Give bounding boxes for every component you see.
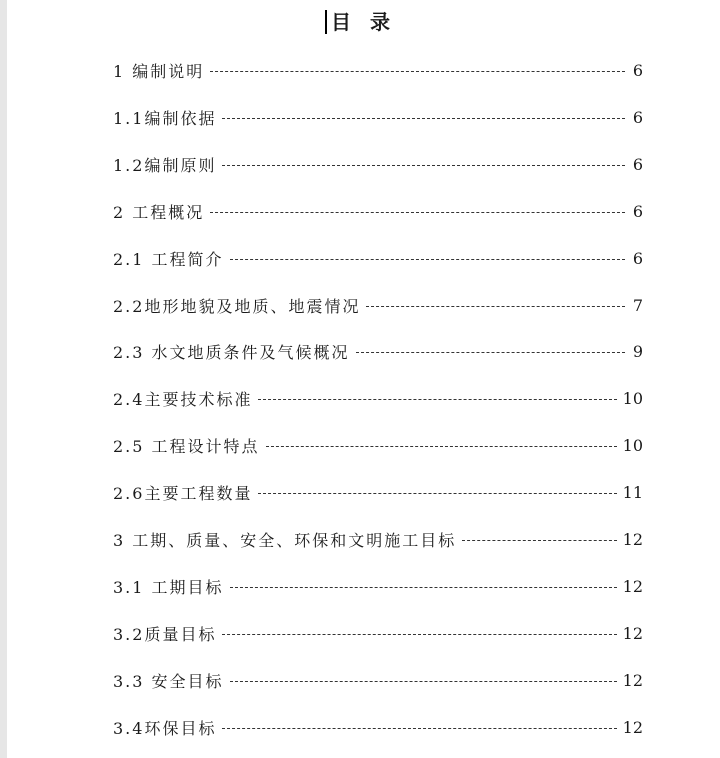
toc-entry-label: 2.1 工程简介 bbox=[113, 249, 224, 269]
page-margin-left bbox=[0, 0, 7, 758]
toc-entry-label: 3 工期、质量、安全、环保和文明施工目标 bbox=[113, 530, 457, 550]
toc-entry-label: 3.3 安全目标 bbox=[113, 671, 224, 691]
toc-dot-leader bbox=[230, 587, 617, 588]
toc-entry-label: 2.6主要工程数量 bbox=[113, 483, 253, 503]
toc-entry[interactable] bbox=[113, 245, 643, 271]
toc-entry-page-number: 6 bbox=[632, 248, 643, 268]
toc-dot-leader bbox=[222, 118, 625, 119]
toc-dot-leader bbox=[230, 681, 617, 682]
toc-entry-page-number: 6 bbox=[632, 201, 643, 221]
toc-entry[interactable] bbox=[113, 667, 643, 693]
toc-entry-page-number: 6 bbox=[632, 60, 643, 80]
toc-entry-page-number: 12 bbox=[622, 670, 643, 690]
toc-entry[interactable] bbox=[113, 292, 643, 318]
toc-title[interactable] bbox=[331, 8, 396, 36]
toc-title-container bbox=[7, 8, 720, 38]
toc-entry[interactable] bbox=[113, 385, 643, 411]
toc-dot-leader bbox=[222, 165, 625, 166]
toc-dot-leader bbox=[356, 352, 625, 353]
toc-entry-page-number: 10 bbox=[622, 388, 643, 408]
toc-entry-label: 3.2质量目标 bbox=[113, 624, 217, 644]
toc-entry-label: 1.1编制依据 bbox=[113, 108, 217, 128]
toc-dot-leader bbox=[266, 446, 617, 447]
toc-entry-page-number: 12 bbox=[622, 623, 643, 643]
toc-entry[interactable] bbox=[113, 198, 643, 224]
toc-entry-label: 2.2地形地貌及地质、地震情况 bbox=[113, 296, 361, 316]
toc-entry-page-number: 12 bbox=[622, 576, 643, 596]
toc-entry[interactable] bbox=[113, 620, 643, 646]
toc-entry-label: 1.2编制原则 bbox=[113, 155, 217, 175]
toc-entry-label: 3.4环保目标 bbox=[113, 718, 217, 738]
toc-entry[interactable] bbox=[113, 338, 643, 364]
toc-entry-page-number: 9 bbox=[632, 341, 643, 361]
toc-entry[interactable] bbox=[113, 57, 643, 83]
text-cursor bbox=[325, 10, 327, 34]
toc-dot-leader bbox=[222, 634, 616, 635]
toc-entry-label: 2 工程概况 bbox=[113, 202, 205, 222]
toc-entry[interactable] bbox=[113, 526, 643, 552]
toc-entry-page-number: 10 bbox=[622, 435, 643, 455]
toc-dot-leader bbox=[210, 71, 625, 72]
toc-entry-page-number: 12 bbox=[622, 717, 643, 737]
toc-dot-leader bbox=[366, 306, 625, 307]
toc-entry[interactable] bbox=[113, 151, 643, 177]
toc-dot-leader bbox=[230, 259, 625, 260]
toc-entry-label: 3.1 工期目标 bbox=[113, 577, 224, 597]
toc-entry[interactable] bbox=[113, 714, 643, 740]
toc-title-text: 目 录 bbox=[331, 10, 396, 34]
toc-dot-leader bbox=[222, 728, 616, 729]
toc-entry-label: 2.3 水文地质条件及气候概况 bbox=[113, 342, 350, 362]
toc-entry-label: 2.4主要技术标准 bbox=[113, 389, 253, 409]
toc-dot-leader bbox=[258, 399, 616, 400]
toc-entry-page-number: 12 bbox=[622, 529, 643, 549]
toc-dot-leader bbox=[462, 540, 616, 541]
toc-dot-leader bbox=[258, 493, 616, 494]
toc-entry[interactable] bbox=[113, 104, 643, 130]
toc-entry[interactable] bbox=[113, 573, 643, 599]
toc-dot-leader bbox=[210, 212, 625, 213]
toc-entry-page-number: 6 bbox=[632, 154, 643, 174]
toc-entry-page-number: 7 bbox=[632, 295, 643, 315]
toc-entry-page-number: 11 bbox=[622, 482, 643, 502]
document-page bbox=[7, 0, 720, 758]
toc-entry-label: 1 编制说明 bbox=[113, 61, 205, 81]
toc-entry-page-number: 6 bbox=[632, 107, 643, 127]
toc-entry[interactable] bbox=[113, 432, 643, 458]
toc-entry-label: 2.5 工程设计特点 bbox=[113, 436, 260, 456]
toc-entry[interactable] bbox=[113, 479, 643, 505]
